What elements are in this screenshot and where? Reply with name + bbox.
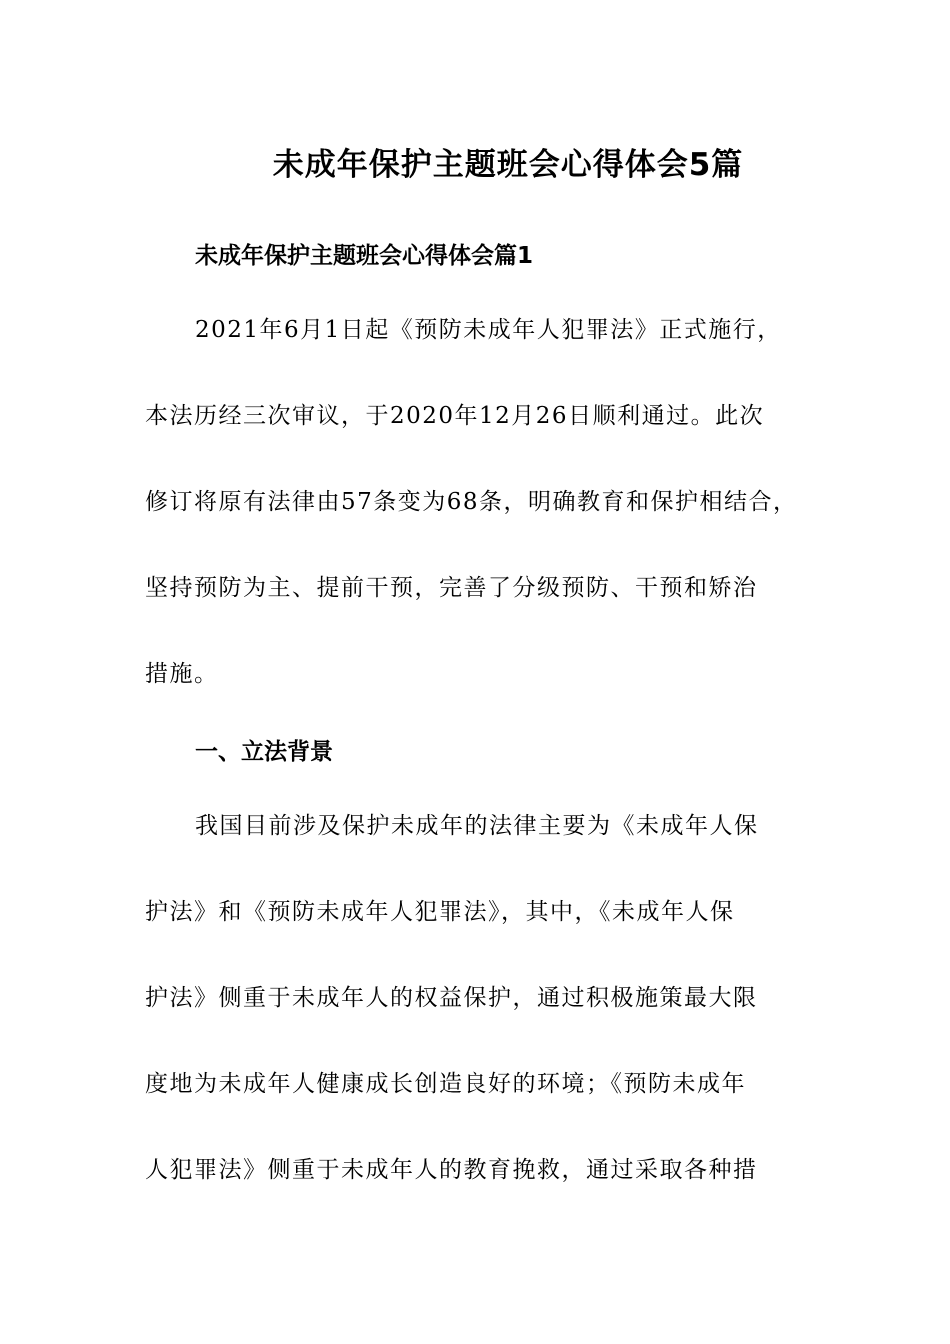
paragraph-line: 修订将原有法律由57条变为68条，明确教育和保护相结合， [145, 489, 798, 515]
paragraph-line: 护法》和《预防未成年人犯罪法》，其中，《未成年人保 [145, 899, 735, 925]
paragraph-2 [145, 808, 805, 1238]
paragraph-line: 人犯罪法》侧重于未成年人的教育挽救，通过采取各种措 [145, 1157, 758, 1183]
subheading-legislative-background: 一、立法背景 [195, 739, 333, 765]
paragraph-line: 坚持预防为主、提前干预，完善了分级预防、干预和矫治 [145, 575, 758, 601]
paragraph-line: 我国目前涉及保护未成年的法律主要为《未成年人保 [195, 813, 759, 839]
paragraph-line: 护法》侧重于未成年人的权益保护，通过积极施策最大限 [145, 985, 758, 1011]
paragraph-line: 本法历经三次审议，于2020年12月26日顺利通过。此次 [145, 403, 765, 429]
paragraph-line: 措施。 [145, 661, 219, 687]
paragraph-line: 2021年6月1日起《预防未成年人犯罪法》正式施行， [195, 317, 782, 343]
document-title: 未成年保护主题班会心得体会5篇 [272, 147, 744, 183]
paragraph-1 [145, 312, 805, 742]
paragraph-line: 度地为未成年人健康成长创造良好的环境；《预防未成年 [145, 1071, 746, 1097]
section-heading: 未成年保护主题班会心得体会篇1 [195, 243, 534, 269]
